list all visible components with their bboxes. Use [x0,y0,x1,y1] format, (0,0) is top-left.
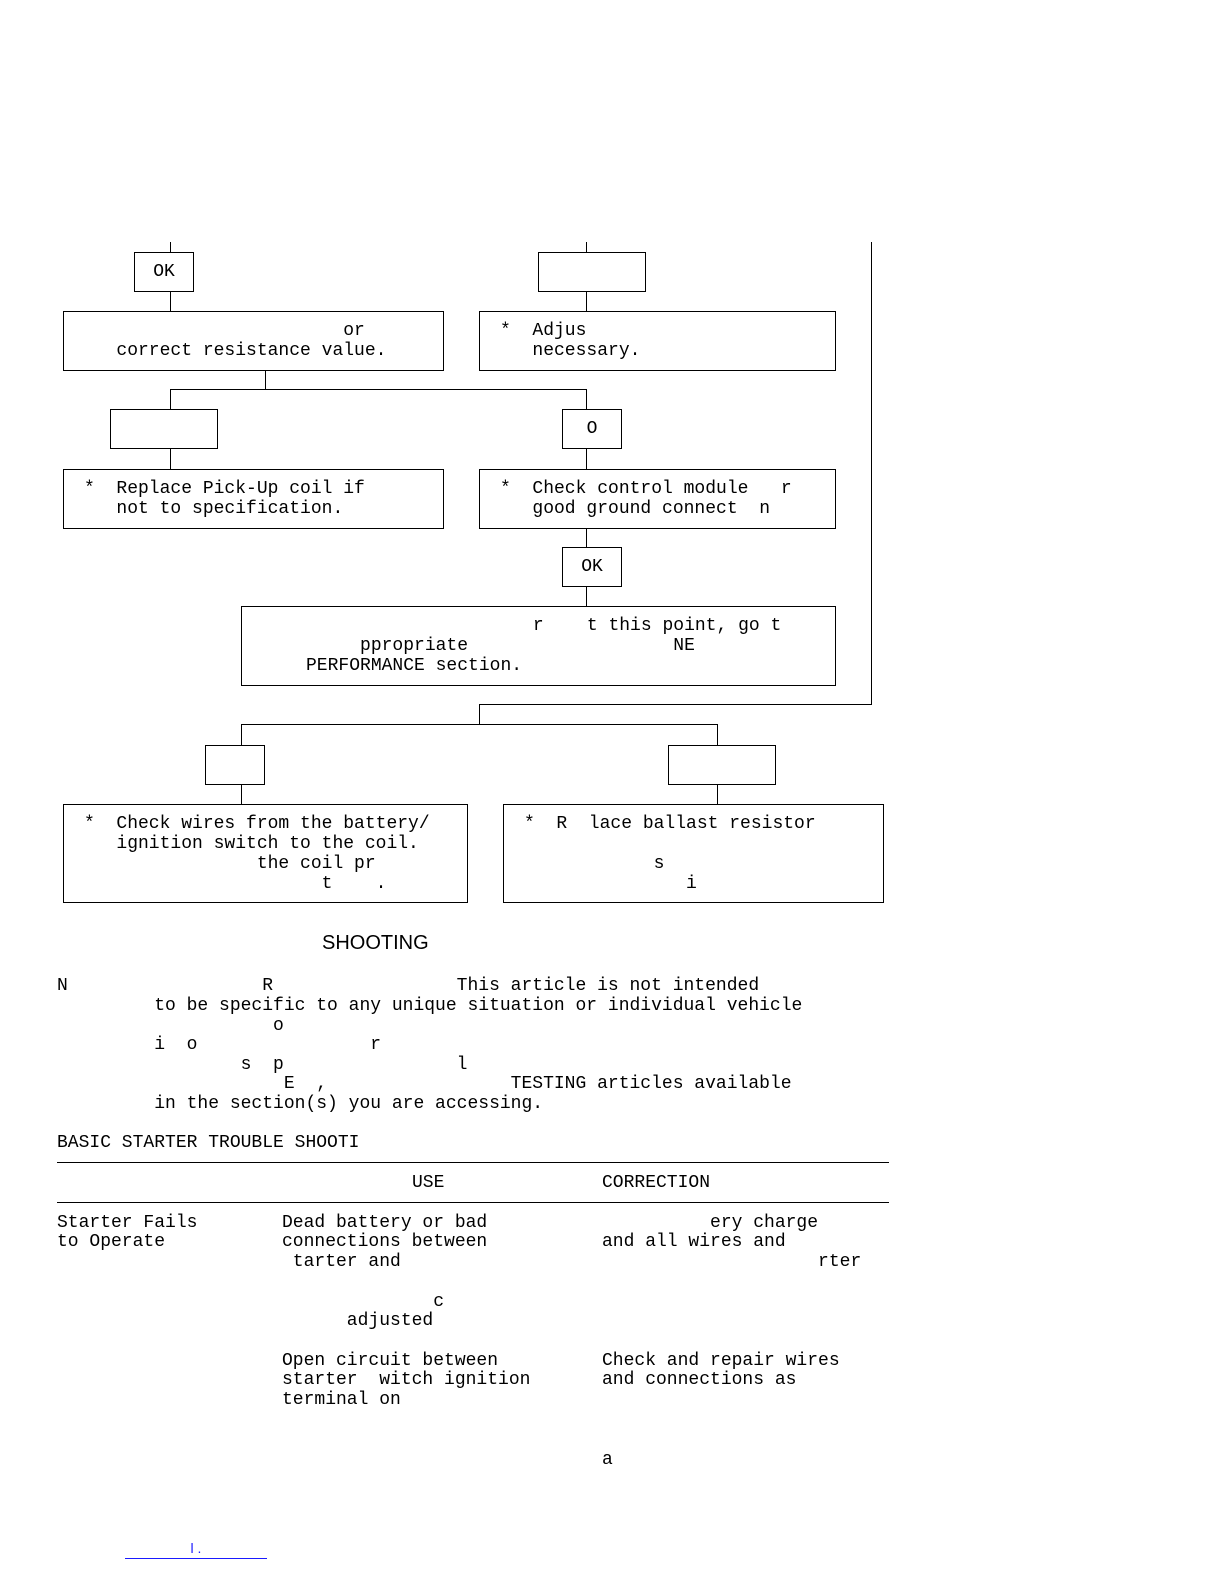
empty-badge [668,745,776,785]
ballast-line-4: i [524,874,697,894]
connector-line [586,586,587,606]
performance-line-2: ppropriate NE [252,636,695,656]
cause-cell: connections between [282,1232,488,1252]
correction-cell: and connections as [602,1370,797,1390]
connector-line [479,704,480,724]
ballast-line-3: s [524,854,665,874]
ok-badge [134,252,194,292]
connector-line [586,449,587,469]
connector-line [586,389,587,409]
connector-line [241,724,242,745]
check-wires-line-1: * Check wires from the battery/ [84,814,430,834]
connector-line [717,724,718,745]
correction-cell: and all wires and [602,1232,786,1252]
adjust-line-1: * Adjus [500,321,587,341]
cause-cell: Dead battery or bad [282,1213,488,1233]
adjust-box [479,311,836,371]
ballast-box [503,804,884,903]
connector-line [241,724,717,725]
table-rule-header [57,1202,889,1203]
cause-cell: Open circuit between [282,1351,499,1371]
correction-cell: a [602,1450,613,1470]
empty-badge [538,252,646,292]
ok-badge-label: OK [153,262,175,282]
connector-line [170,389,171,409]
condition-cell: Starter Fails [57,1213,198,1233]
ok-badge-label: OK [581,557,603,577]
check-wires-line-3: the coil pr [84,854,376,874]
ok-badge [562,547,622,587]
resistance-box [63,311,444,371]
header-cause: USE [412,1173,445,1193]
connector-line [170,291,171,311]
correction-cell: ery charge [602,1213,819,1233]
cause-cell: adjusted [282,1311,434,1331]
section-heading: SHOOTING [322,932,429,954]
check-wires-line-2: ignition switch to the coil. [84,834,419,854]
ballast-line-1: * R lace ballast resistor [524,814,816,834]
o-badge [562,409,622,449]
connector-line [586,242,587,252]
check-wires-line-4: t . [84,874,387,894]
header-correction: CORRECTION [602,1173,711,1193]
note-line: s p l [57,1055,468,1075]
table-title: BASIC STARTER TROUBLE SHOOTI [57,1133,360,1153]
footer-link[interactable]: l . [125,1540,267,1559]
note-line: o [57,1016,284,1036]
connector-line [871,242,872,704]
check-wires-box [63,804,468,903]
connector-line [170,242,171,252]
adjust-line-2: necessary. [500,341,641,361]
resistance-line-2: correct resistance value. [84,341,387,361]
cause-cell: terminal on [282,1390,401,1410]
note-line: N R This article is not intended [57,976,760,996]
replace-pickup-line-1: * Replace Pick-Up coil if [84,479,365,499]
replace-pickup-box [63,469,444,529]
connector-line [586,291,587,311]
connector-line [717,784,718,804]
table-rule-top [57,1162,889,1163]
note-line: i o r [57,1035,382,1055]
connector-line [170,389,586,390]
o-badge-label: O [586,419,598,439]
replace-pickup-line-2: not to specification. [84,499,344,519]
cause-cell: starter witch ignition [282,1370,531,1390]
cause-cell: tarter and [282,1252,401,1272]
note-line: in the section(s) you are accessing. [57,1094,544,1114]
correction-cell: Check and repair wires [602,1351,840,1371]
check-module-line-2: good ground connect n [500,499,771,519]
note-line: to be specific to any unique situation or individual vehicle [57,996,803,1016]
connector-line [479,704,872,705]
performance-line-1: r t this point, go t [252,616,782,636]
note-line: E , TESTING articles available [57,1074,792,1094]
connector-line [586,528,587,548]
condition-cell: to Operate [57,1232,166,1252]
cause-cell: c [282,1292,445,1312]
resistance-line-1: or [84,321,365,341]
check-module-box [479,469,836,529]
connector-line [265,370,266,390]
performance-box [241,606,836,686]
empty-badge [205,745,265,785]
performance-line-3: PERFORMANCE section. [252,656,523,676]
connector-line [170,449,171,469]
connector-line [241,784,242,804]
empty-badge [110,409,218,449]
check-module-line-1: * Check control module r [500,479,792,499]
correction-cell: rter [602,1252,862,1272]
